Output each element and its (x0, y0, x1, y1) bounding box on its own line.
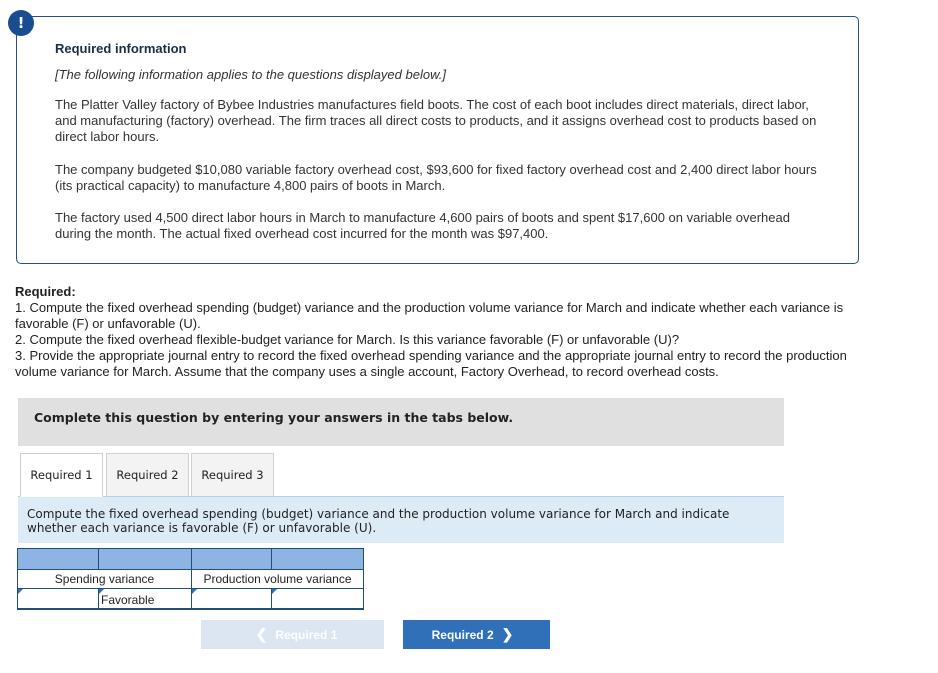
volume-variance-amount-input[interactable] (191, 588, 272, 610)
info-title: Required information (55, 41, 187, 56)
previous-button[interactable] (201, 620, 384, 649)
next-button-label: Required 2 (431, 627, 494, 642)
info-paragraph: The Platter Valley factory of Bybee Industries manufactures field boots. The cost of each boot includes direct materials, direct labor, and manufacturing (factory) overhead. The firm traces all direct costs to products, and it assigns overhead cost to products based on direct labor hours. (55, 97, 817, 144)
alert-icon: ! (8, 10, 34, 36)
table-header-cell (271, 548, 364, 570)
info-paragraph: The factory used 4,500 direct labor hours in March to manufacture 4,600 pairs of boots and spent $17,600 on variable overhead during the month. The actual fixed overhead cost incurred for the month was $97,400. (55, 210, 790, 241)
answer-table (17, 548, 364, 612)
tab-required-2[interactable]: Required 2 (106, 453, 189, 497)
chevron-right-icon: ❯ (501, 626, 514, 642)
next-button[interactable] (403, 620, 550, 649)
table-header-cell (191, 548, 272, 570)
info-paragraph: The company budgeted $10,080 variable factory overhead cost, $93,600 for fixed factory overhead cost and 2,400 direct labor hours (its practical capacity) to manufacture 4,800 pairs of boots in March. (55, 162, 817, 193)
chevron-left-icon: ❮ (255, 626, 268, 642)
info-subtitle: [The following information applies to the questions displayed below.] (55, 67, 446, 82)
spending-variance-type-select[interactable]: Favorable (98, 588, 192, 610)
table-header-cell (17, 548, 99, 570)
complete-question-banner: Complete this question by entering your answers in the tabs below. (18, 398, 784, 446)
volume-variance-type-select[interactable] (271, 588, 364, 610)
required-item: 1. Compute the fixed overhead spending (budget) variance and the production volume variance for March and indicate whether each variance is favorable (F) or unfavorable (U). (15, 300, 844, 331)
required-heading: Required: (15, 284, 76, 299)
previous-button-label: Required 1 (275, 627, 338, 642)
tab-required-1[interactable]: Required 1 (20, 453, 103, 497)
spending-variance-label: Spending variance (17, 569, 192, 589)
spending-variance-amount-input[interactable] (17, 588, 99, 610)
production-volume-variance-label: Production volume variance (191, 569, 364, 589)
tab-instruction: Compute the fixed overhead spending (budget) variance and the production volume variance for March and indicate whether each variance is favorable (F) or unfavorable (U). (18, 496, 784, 543)
required-section (15, 284, 870, 380)
required-information-panel (16, 16, 859, 264)
required-item: 2. Compute the fixed overhead flexible-budget variance for March. Is this variance favorable (F) or unfavorable (U)? (15, 332, 680, 347)
table-header-cell (98, 548, 192, 570)
required-item: 3. Provide the appropriate journal entry to record the fixed overhead spending variance and the appropriate journal entry to record the production volume variance for March. Assume that the company uses a single account, Factory Overhead, to record overhead costs. (15, 348, 847, 379)
tab-required-3[interactable]: Required 3 (191, 453, 274, 497)
